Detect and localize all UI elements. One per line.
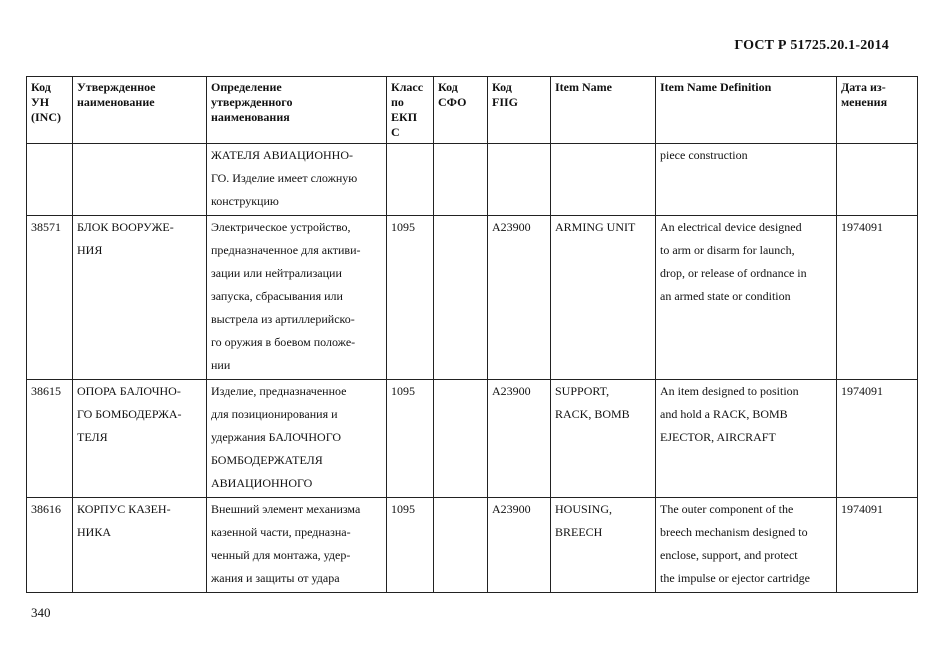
cell-line: enclose, support, and protect bbox=[660, 548, 798, 562]
cell-line: Внешний элемент механизма bbox=[211, 502, 361, 516]
page-number: 340 bbox=[31, 605, 51, 620]
cell-change-date bbox=[837, 144, 918, 216]
cell-fiig-code bbox=[488, 380, 551, 498]
item-name-table bbox=[26, 76, 918, 593]
cell-approved-name bbox=[73, 144, 207, 216]
cell-text: 38616 bbox=[31, 502, 61, 516]
document-code: ГОСТ Р 51725.20.1-2014 bbox=[734, 38, 889, 53]
cell-item-name bbox=[551, 216, 656, 380]
cell-line: EJECTOR, AIRCRAFT bbox=[660, 430, 776, 444]
cell-line: and hold a RACK, BOMB bbox=[660, 407, 788, 421]
cell-text: 38615 bbox=[31, 384, 61, 398]
cell-line: ЖАТЕЛЯ АВИАЦИОННО- bbox=[211, 148, 354, 162]
cell-line: SUPPORT, bbox=[555, 384, 610, 398]
cell-line: The outer component of the bbox=[660, 502, 794, 516]
cell-line: БОМБОДЕРЖАТЕЛЯ bbox=[211, 453, 323, 467]
cell-line: Электрическое устройство, bbox=[211, 220, 351, 234]
header-text: Класс bbox=[391, 80, 424, 94]
cell-line: конструкцию bbox=[211, 194, 279, 208]
cell-line: ARMING UNIT bbox=[555, 220, 636, 234]
cell-line: piece construction bbox=[660, 148, 748, 162]
cell-line: drop, or release of ordnance in bbox=[660, 266, 807, 280]
cell-line: ГО. Изделие имеет сложную bbox=[211, 171, 358, 185]
cell-line: удержания БАЛОЧНОГО bbox=[211, 430, 341, 444]
header-item-name bbox=[551, 77, 656, 144]
cell-sfo-code bbox=[434, 380, 488, 498]
table-row bbox=[27, 498, 918, 593]
cell-line: Изделие, предназначенное bbox=[211, 384, 347, 398]
table-row bbox=[27, 216, 918, 380]
cell-line: to arm or disarm for launch, bbox=[660, 243, 795, 257]
header-item-definition bbox=[656, 77, 837, 144]
header-text: утвержденного bbox=[211, 95, 293, 109]
cell-ekps-class bbox=[387, 216, 434, 380]
cell-definition bbox=[207, 144, 387, 216]
cell-inc bbox=[27, 144, 73, 216]
header-text: СФО bbox=[438, 95, 467, 109]
header-text: (INC) bbox=[31, 110, 61, 124]
cell-line: ТЕЛЯ bbox=[77, 430, 108, 444]
cell-text: A23900 bbox=[492, 502, 531, 516]
cell-sfo-code bbox=[434, 216, 488, 380]
cell-fiig-code bbox=[488, 216, 551, 380]
cell-line: BREECH bbox=[555, 525, 603, 539]
header-approved-name bbox=[73, 77, 207, 144]
cell-line: НИЯ bbox=[77, 243, 103, 257]
header-text: Утвержденное bbox=[77, 80, 156, 94]
cell-approved-name bbox=[73, 216, 207, 380]
cell-item-name bbox=[551, 380, 656, 498]
cell-line: ченный для монтажа, удер- bbox=[211, 548, 351, 562]
cell-line: An electrical device designed bbox=[660, 220, 802, 234]
cell-ekps-class bbox=[387, 144, 434, 216]
cell-line: ГО БОМБОДЕРЖА- bbox=[77, 407, 182, 421]
cell-ekps-class bbox=[387, 498, 434, 593]
cell-line: An item designed to position bbox=[660, 384, 799, 398]
cell-inc bbox=[27, 498, 73, 593]
cell-line: для позиционирования и bbox=[211, 407, 338, 421]
table-row bbox=[27, 144, 918, 216]
cell-ekps-class bbox=[387, 380, 434, 498]
header-change-date bbox=[837, 77, 918, 144]
cell-text: A23900 bbox=[492, 220, 531, 234]
cell-line: предназначенное для активи- bbox=[211, 243, 361, 257]
cell-line: зации или нейтрализации bbox=[211, 266, 342, 280]
cell-line: нии bbox=[211, 358, 231, 372]
cell-item-name bbox=[551, 144, 656, 216]
cell-text: 1095 bbox=[391, 502, 415, 516]
header-text: наименования bbox=[211, 110, 290, 124]
cell-approved-name bbox=[73, 380, 207, 498]
header-fiig-code bbox=[488, 77, 551, 144]
cell-line: RACK, BOMB bbox=[555, 407, 630, 421]
cell-text: 1974091 bbox=[841, 220, 883, 234]
header-text: по bbox=[391, 95, 404, 109]
cell-line: казенной части, предназна- bbox=[211, 525, 351, 539]
cell-line: АВИАЦИОННОГО bbox=[211, 476, 313, 490]
cell-line: жания и защиты от удара bbox=[211, 571, 340, 585]
cell-line: НИКА bbox=[77, 525, 112, 539]
cell-text: A23900 bbox=[492, 384, 531, 398]
cell-text: 1095 bbox=[391, 384, 415, 398]
header-text: Код bbox=[31, 80, 51, 94]
cell-item-definition bbox=[656, 144, 837, 216]
cell-text: 1974091 bbox=[841, 502, 883, 516]
cell-item-definition bbox=[656, 380, 837, 498]
header-text: наименование bbox=[77, 95, 155, 109]
cell-line: the impulse or ejector cartridge bbox=[660, 571, 810, 585]
cell-item-definition bbox=[656, 216, 837, 380]
header-text: менения bbox=[841, 95, 888, 109]
cell-line: запуска, сбрасывания или bbox=[211, 289, 343, 303]
cell-text: 1974091 bbox=[841, 384, 883, 398]
header-inc bbox=[27, 77, 73, 144]
header-text: Код bbox=[492, 80, 512, 94]
cell-line: ОПОРА БАЛОЧНО- bbox=[77, 384, 181, 398]
cell-fiig-code bbox=[488, 498, 551, 593]
cell-line: БЛОК ВООРУЖЕ- bbox=[77, 220, 174, 234]
cell-change-date bbox=[837, 380, 918, 498]
header-text: С bbox=[391, 125, 400, 139]
cell-definition bbox=[207, 216, 387, 380]
header-ekps-class bbox=[387, 77, 434, 144]
cell-change-date bbox=[837, 216, 918, 380]
cell-approved-name bbox=[73, 498, 207, 593]
cell-text: 1095 bbox=[391, 220, 415, 234]
cell-line: выстрела из артиллерийско- bbox=[211, 312, 355, 326]
cell-inc bbox=[27, 380, 73, 498]
cell-fiig-code bbox=[488, 144, 551, 216]
cell-sfo-code bbox=[434, 498, 488, 593]
cell-item-name bbox=[551, 498, 656, 593]
cell-definition bbox=[207, 498, 387, 593]
cell-line: го оружия в боевом положе- bbox=[211, 335, 356, 349]
cell-inc bbox=[27, 216, 73, 380]
header-text: Item Name Definition bbox=[660, 80, 772, 94]
header-text: Дата из- bbox=[841, 80, 886, 94]
header-text: Item Name bbox=[555, 80, 612, 94]
cell-line: HOUSING, bbox=[555, 502, 612, 516]
cell-item-definition bbox=[656, 498, 837, 593]
cell-text: 38571 bbox=[31, 220, 61, 234]
header-sfo-code bbox=[434, 77, 488, 144]
header-text: Код bbox=[438, 80, 458, 94]
cell-line: an armed state or condition bbox=[660, 289, 791, 303]
cell-line: КОРПУС КАЗЕН- bbox=[77, 502, 171, 516]
cell-line: breech mechanism designed to bbox=[660, 525, 808, 539]
header-text: УН bbox=[31, 95, 50, 109]
table-header-row bbox=[27, 77, 918, 144]
table-row bbox=[27, 380, 918, 498]
header-text: ЕКП bbox=[391, 110, 418, 124]
header-text: FIIG bbox=[492, 95, 519, 109]
header-text: Определение bbox=[211, 80, 282, 94]
cell-change-date bbox=[837, 498, 918, 593]
cell-definition bbox=[207, 380, 387, 498]
cell-sfo-code bbox=[434, 144, 488, 216]
header-definition bbox=[207, 77, 387, 144]
